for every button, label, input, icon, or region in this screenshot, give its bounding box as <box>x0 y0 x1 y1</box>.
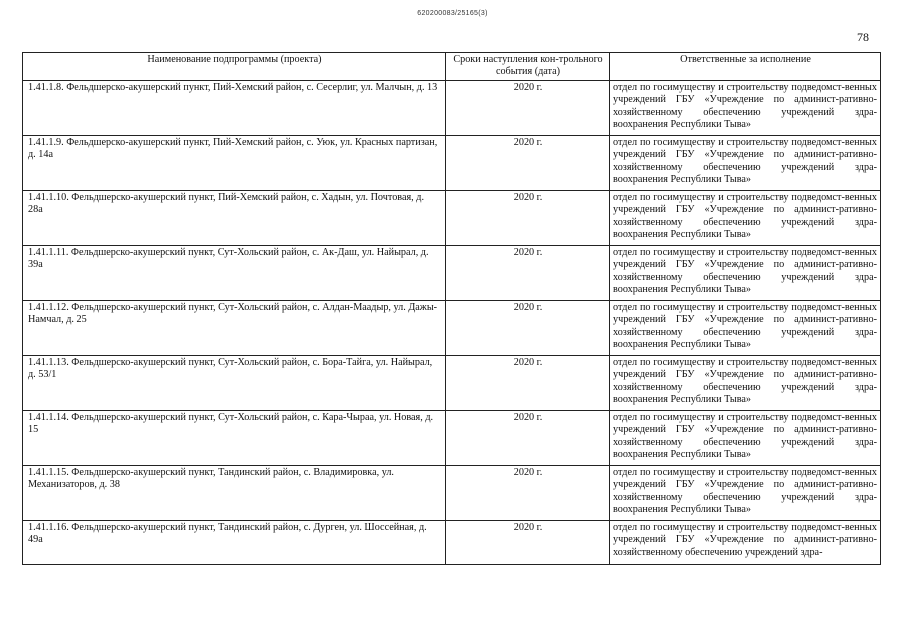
cell-name: 1.41.1.15. Фельдшерско-акушерский пункт, Тандинский район, с. Владимировка, ул. Механизаторов, д. 38 <box>23 465 446 520</box>
cell-date: 2020 г. <box>446 80 610 135</box>
table-row <box>23 410 881 465</box>
page-number: 78 <box>857 30 869 44</box>
cell-responsible: отдел по госимуществу и строительству подведомст-венных учреждений ГБУ «Учреждение по админист-ративно-хозяйственному обеспечению учреждений здра-воохранения Республики Тыва» <box>610 245 881 300</box>
table-row <box>23 355 881 410</box>
cell-name: 1.41.1.12. Фельдшерско-акушерский пункт, Сут-Хольский район, с. Алдан-Маадыр, ул. Дажы-Намчал, д. 25 <box>23 300 446 355</box>
cell-name: 1.41.1.16. Фельдшерско-акушерский пункт, Тандинский район, с. Дурген, ул. Шоссейная, д. 49а <box>23 520 446 564</box>
control-events-table <box>22 52 881 565</box>
cell-responsible: отдел по госимуществу и строительству подведомст-венных учреждений ГБУ «Учреждение по админист-ративно-хозяйственному обеспечению учреждений здра-воохранения Республики Тыва» <box>610 465 881 520</box>
cell-responsible: отдел по госимуществу и строительству подведомст-венных учреждений ГБУ «Учреждение по админист-ративно-хозяйственному обеспечению учреждений здра-воохранения Республики Тыва» <box>610 80 881 135</box>
cell-name: 1.41.1.11. Фельдшерско-акушерский пункт, Сут-Хольский район, с. Ак-Даш, ул. Найырал, д. 39а <box>23 245 446 300</box>
table-row <box>23 135 881 190</box>
cell-date: 2020 г. <box>446 410 610 465</box>
cell-responsible: отдел по госимуществу и строительству подведомст-венных учреждений ГБУ «Учреждение по админист-ративно-хозяйственному обеспечению учреждений здра-воохранения Республики Тыва» <box>610 135 881 190</box>
column-header-date: Сроки наступления кон-трольного события (дата) <box>446 53 610 81</box>
cell-date: 2020 г. <box>446 355 610 410</box>
table-row <box>23 520 881 564</box>
cell-responsible: отдел по госимуществу и строительству подведомст-венных учреждений ГБУ «Учреждение по админист-ративно-хозяйственному обеспечению учреждений здра-воохранения Республики Тыва» <box>610 410 881 465</box>
cell-name: 1.41.1.14. Фельдшерско-акушерский пункт, Сут-Хольский район, с. Кара-Чыраа, ул. Новая, д. 15 <box>23 410 446 465</box>
cell-date: 2020 г. <box>446 190 610 245</box>
table-row <box>23 190 881 245</box>
cell-responsible: отдел по госимуществу и строительству подведомст-венных учреждений ГБУ «Учреждение по админист-ративно-хозяйственному обеспечению учреждений здра-воохранения Республики Тыва» <box>610 190 881 245</box>
cell-date: 2020 г. <box>446 465 610 520</box>
table-header-row <box>23 53 881 81</box>
cell-responsible: отдел по госимуществу и строительству подведомст-венных учреждений ГБУ «Учреждение по админист-ративно-хозяйственному обеспечению учреждений здра-воохранения Республики Тыва» <box>610 300 881 355</box>
cell-responsible: отдел по госимуществу и строительству подведомст-венных учреждений ГБУ «Учреждение по админист-ративно-хозяйственному обеспечению учреждений здра- <box>610 520 881 564</box>
column-header-name: Наименование подпрограммы (проекта) <box>23 53 446 81</box>
cell-name: 1.41.1.8. Фельдшерско-акушерский пункт, Пий-Хемский район, с. Сесерлиг, ул. Малчын, д. 13 <box>23 80 446 135</box>
cell-date: 2020 г. <box>446 245 610 300</box>
table-row <box>23 245 881 300</box>
cell-date: 2020 г. <box>446 300 610 355</box>
cell-name: 1.41.1.10. Фельдшерско-акушерский пункт, Пий-Хемский район, с. Хадын, ул. Почтовая, д. 28а <box>23 190 446 245</box>
cell-date: 2020 г. <box>446 135 610 190</box>
column-header-responsible: Ответственные за исполнение <box>610 53 881 81</box>
table-row <box>23 300 881 355</box>
cell-responsible: отдел по госимуществу и строительству подведомст-венных учреждений ГБУ «Учреждение по админист-ративно-хозяйственному обеспечению учреждений здра-воохранения Республики Тыва» <box>610 355 881 410</box>
document-code: 620200083/25165(3) <box>417 10 488 17</box>
table-row <box>23 80 881 135</box>
cell-name: 1.41.1.13. Фельдшерско-акушерский пункт, Сут-Хольский район, с. Бора-Тайга, ул. Найырал, д. 53/1 <box>23 355 446 410</box>
cell-date: 2020 г. <box>446 520 610 564</box>
table-row <box>23 465 881 520</box>
cell-name: 1.41.1.9. Фельдшерско-акушерский пункт, Пий-Хемский район, с. Уюк, ул. Красных партизан, д. 14а <box>23 135 446 190</box>
